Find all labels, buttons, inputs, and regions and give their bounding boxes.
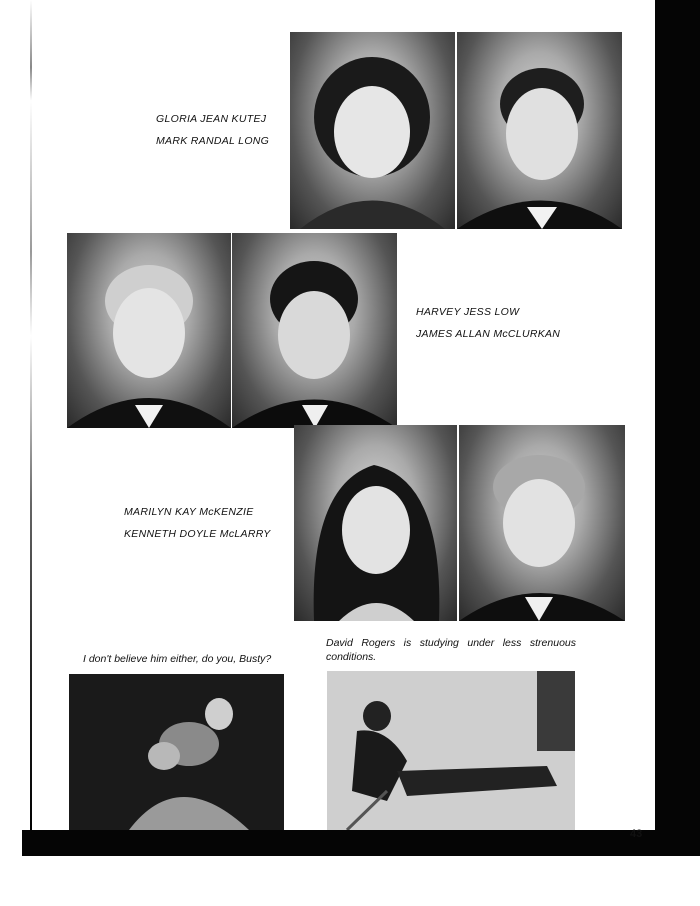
portrait-name: MARILYN KAY McKENZIE (124, 506, 254, 518)
candid-caption-right (326, 636, 576, 664)
portrait-photo-male (457, 32, 622, 229)
scan-bottom-margin (0, 856, 700, 906)
portrait-name: JAMES ALLAN McCLURKAN (416, 328, 561, 340)
portrait-name: GLORIA JEAN KUTEJ (156, 113, 267, 125)
page-number: 43 (630, 828, 643, 840)
portrait-photo-female (290, 32, 455, 229)
caption-line: conditions. (326, 651, 377, 663)
portrait-photo-male (459, 425, 625, 621)
scan-dark-edge (655, 0, 700, 906)
caption-line: David Rogers is studying under less strenuous (326, 637, 576, 649)
portrait-photo-male (232, 233, 397, 428)
portrait-name: MARK RANDAL LONG (156, 135, 270, 147)
portrait-names-row-2 (416, 301, 560, 345)
portrait-name: HARVEY JESS LOW (416, 306, 520, 318)
portrait-photo-male (67, 233, 231, 428)
portrait-names-row-1 (156, 108, 269, 152)
portrait-photo-female (294, 425, 457, 621)
portrait-names-row-3 (124, 501, 271, 545)
page-binding-edge (30, 0, 32, 840)
candid-photo-studying (327, 671, 575, 830)
portrait-name: KENNETH DOYLE McLARRY (124, 528, 271, 540)
candid-caption-left: I don't believe him either, do you, Busty? (83, 653, 272, 665)
candid-photo-group (69, 674, 284, 830)
